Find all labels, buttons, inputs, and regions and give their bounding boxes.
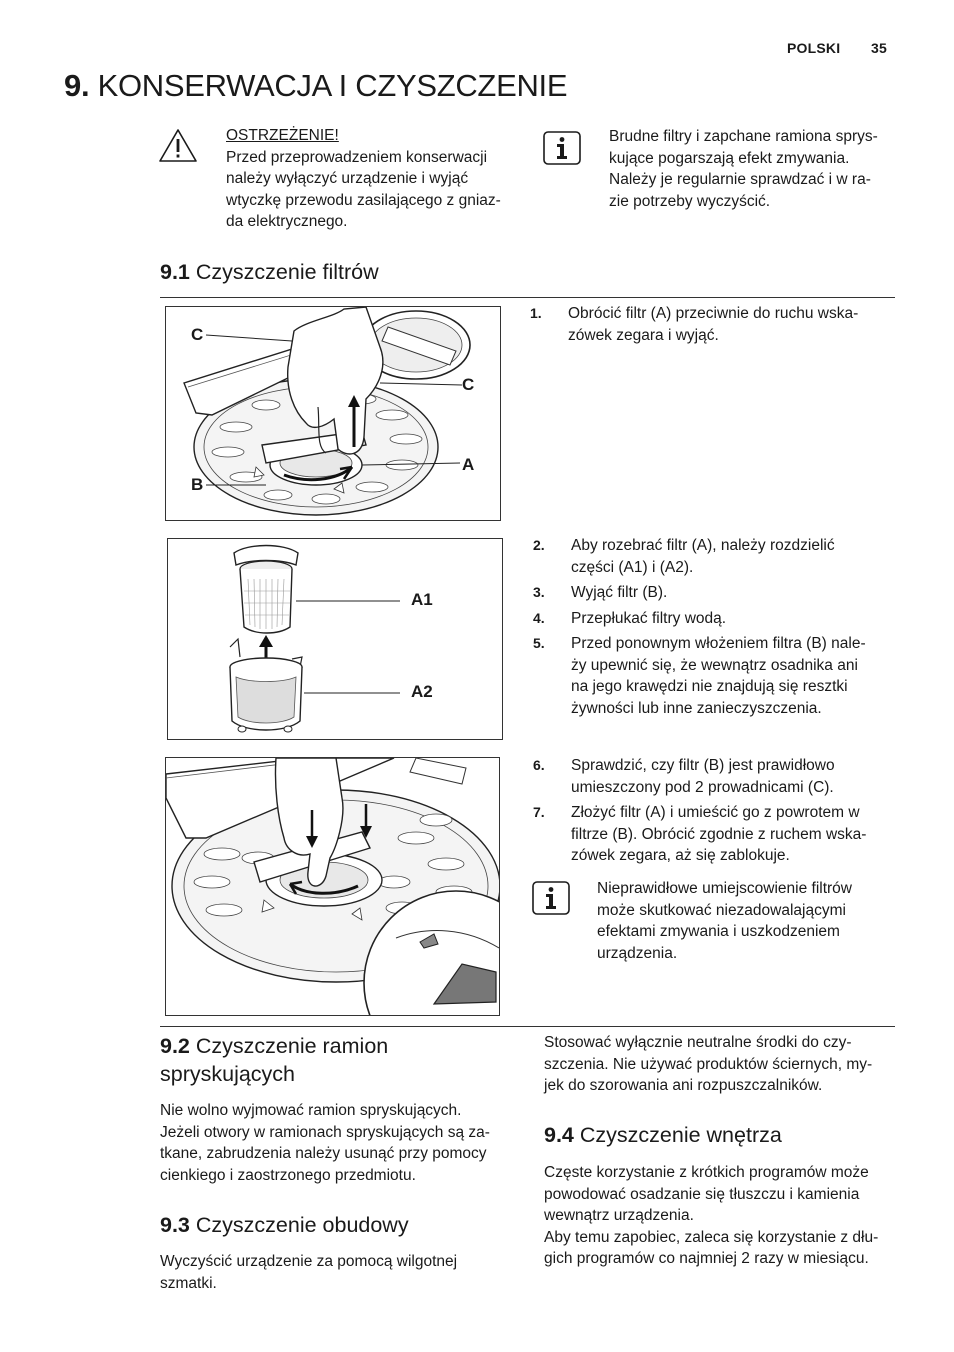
step-item — [533, 535, 901, 578]
info-line: zie potrzeby wyczyścić. — [609, 192, 771, 210]
step-line: Przed ponownym włożeniem filtra (B) nale- — [571, 635, 866, 652]
step-item — [533, 633, 901, 719]
section-9-3-heading — [160, 1211, 409, 1239]
step-line: żywności lub inne zanieczyszczenia. — [571, 699, 822, 717]
section-title: Czyszczenie obudowy — [195, 1213, 409, 1237]
figure-label-a: A — [462, 455, 475, 474]
info-icon — [543, 131, 581, 165]
step-line: Złożyć filtr (A) i umieścić go z powrotem w — [571, 804, 860, 821]
step-line: Aby rozebrać filtr (A), należy rozdzielić — [571, 537, 835, 554]
body-line: szmatki. — [160, 1274, 217, 1292]
warning-line: da elektrycznego. — [226, 213, 348, 230]
section-9-4-heading — [544, 1121, 782, 1149]
body-line: powodować osadzanie się tłuszczu i kamienia — [544, 1185, 860, 1203]
step-line: części (A1) i (A2). — [571, 558, 694, 576]
warning-title: OSTRZEŻENIE! — [226, 127, 339, 144]
step-item — [533, 608, 901, 630]
step-number: 2. — [533, 537, 545, 553]
info-line: efektami zmywania i uszkodzeniem — [597, 923, 840, 940]
step-line: filtrze (B). Obrócić zgodnie z ruchem wska- — [571, 825, 867, 843]
body-line: Częste korzystanie z krótkich programów może — [544, 1164, 869, 1181]
info-line: Nieprawidłowe umiejscowienie filtrów — [597, 880, 852, 897]
step-number: 4. — [533, 609, 545, 626]
figure-filter-removal — [165, 306, 501, 521]
info-icon — [532, 881, 570, 915]
body-line: Stosować wyłącznie neutralne środki do czy- — [544, 1034, 852, 1051]
body-line: gich programów co najmniej 2 razy w miesiącu. — [544, 1250, 869, 1267]
step-line: Przepłukać filtry wodą. — [571, 609, 727, 627]
step-item — [533, 755, 901, 798]
step-item — [530, 303, 898, 346]
body-line: tkane, zabrudzenia należy usunąć przy pomocy — [160, 1145, 487, 1162]
body-line: cienkiego i zaostrzonego przedmiotu. — [160, 1166, 416, 1184]
step-line: na jego krawędzi nie znajdują się resztki — [571, 678, 848, 695]
steps-list-2 — [533, 535, 901, 723]
step-line: zówek zegara i wyjąć. — [568, 326, 719, 344]
step-item — [533, 802, 901, 867]
figure-label-b: B — [191, 475, 204, 494]
body-line: Wyczyścić urządzenie za pomocą wilgotnej — [160, 1253, 458, 1270]
step-number: 7. — [533, 804, 545, 820]
info-line: urządzenia. — [597, 944, 678, 962]
step-line: Wyjąć filtr (B). — [571, 584, 668, 601]
step-item — [533, 582, 901, 604]
info-line: kujące pogarszają efekt zmywania. — [609, 149, 850, 167]
warning-line: wtyczkę przewodu zasilającego z gniaz- — [226, 191, 501, 209]
section-number: 9.1 — [160, 260, 190, 284]
figure-filter-parts — [167, 538, 503, 740]
chapter-number: 9. — [64, 68, 90, 103]
step-line: umieszczony pod 2 prowadnicami (C). — [571, 778, 834, 796]
figure-label-c: C — [462, 375, 475, 394]
section-number: 9.4 — [544, 1123, 574, 1147]
body-line: Jeżeli otwory w ramionach spryskujących są za- — [160, 1123, 490, 1141]
section-9-1-heading — [160, 258, 379, 286]
section-title: Czyszczenie filtrów — [195, 260, 379, 284]
section-9-4-body — [544, 1162, 914, 1270]
info-line: Brudne filtry i zapchane ramiona sprys- — [609, 128, 878, 145]
figure-label-a2: A2 — [411, 682, 433, 701]
section-9-2-body — [160, 1100, 520, 1186]
step-line: Sprawdzić, czy filtr (B) jest prawidłowo — [571, 757, 835, 774]
step-line: zówek zegara, aż się zablokuje. — [571, 847, 790, 864]
figure-label-a1: A1 — [411, 590, 433, 609]
info-line: może skutkować niezadowalającymi — [597, 901, 846, 919]
steps-list-3 — [533, 755, 901, 871]
section-divider — [160, 297, 895, 298]
section-9-2-heading — [160, 1032, 500, 1088]
section-divider — [160, 1026, 895, 1027]
step-number: 5. — [533, 635, 545, 651]
page-number: 35 — [871, 40, 887, 56]
step-number: 1. — [530, 305, 542, 321]
section-number: 9.3 — [160, 1213, 190, 1237]
section-title: spryskujących — [160, 1062, 296, 1086]
warning-text — [226, 125, 526, 233]
section-number: 9.2 — [160, 1034, 190, 1058]
figure-filter-install — [165, 757, 500, 1016]
warning-line: należy wyłączyć urządzenie i wyjąć — [226, 170, 469, 187]
body-line: wewnątrz urządzenia. — [544, 1207, 694, 1224]
section-title: Czyszczenie wnętrza — [579, 1123, 782, 1147]
warning-icon — [158, 128, 198, 164]
figure-label-c: C — [191, 325, 204, 344]
cleaning-agents-text — [544, 1032, 904, 1097]
warning-line: Przed przeprowadzeniem konserwacji — [226, 148, 488, 166]
section-9-3-body — [160, 1251, 520, 1294]
step-line: ży upewnić się, że wewnątrz osadnika ani — [571, 656, 858, 674]
info-top-text — [609, 126, 909, 212]
steps-list-1 — [530, 303, 898, 350]
chapter-title-text: KONSERWACJA I CZYSZCZENIE — [97, 68, 568, 103]
step-number: 6. — [533, 757, 545, 773]
body-line: Aby temu zapobiec, zaleca się korzystanie z dłu- — [544, 1228, 879, 1246]
step-number: 3. — [533, 584, 545, 600]
info-filters-text — [597, 878, 897, 964]
language-label: POLSKI — [787, 40, 841, 56]
info-line: Należy je regularnie sprawdzać i w ra- — [609, 171, 871, 188]
body-line: szczenia. Nie używać produktów ściernych, my- — [544, 1055, 873, 1073]
body-line: jek do szorowania ani rozpuszczalników. — [544, 1077, 823, 1094]
section-title: Czyszczenie ramion — [195, 1034, 389, 1058]
step-line: Obrócić filtr (A) przeciwnie do ruchu wska- — [568, 305, 859, 322]
body-line: Nie wolno wyjmować ramion spryskujących. — [160, 1102, 462, 1119]
chapter-title — [64, 68, 567, 104]
